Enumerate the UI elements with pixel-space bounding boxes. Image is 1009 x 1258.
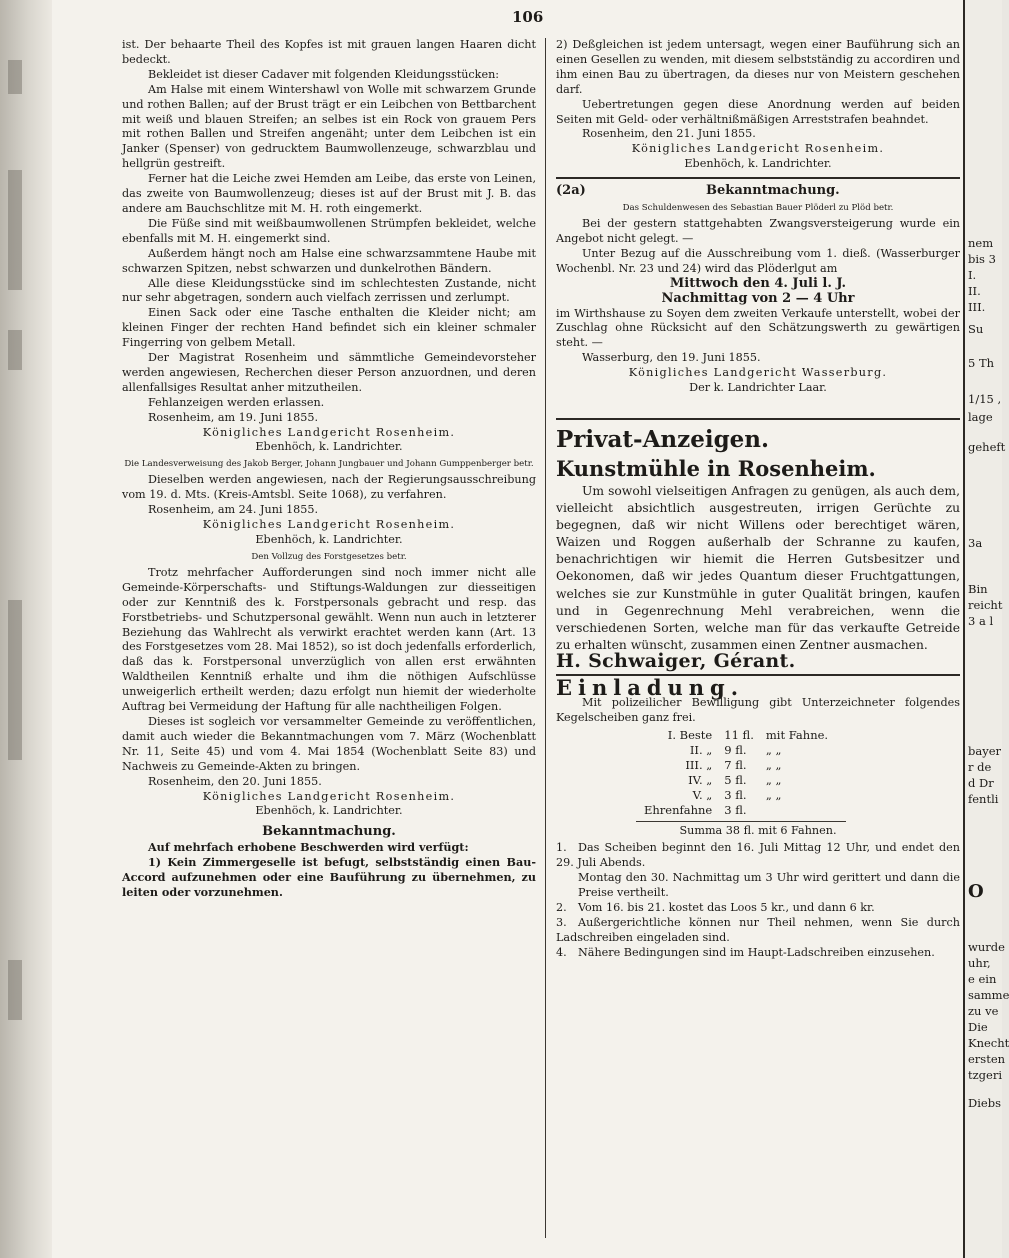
prize-note (760, 803, 834, 818)
prize-amount: 9 fl. (724, 742, 747, 757)
fragment-text: 3a (968, 536, 983, 550)
list-item: 1) Kein Zimmergeselle ist befugt, selbstständig einen Bau-Accord aufzunehmen oder eine Bauführung zu übernehmen, zu leiten oder vorzunehmen. (122, 855, 536, 899)
mill-ad-title: Kunstmühle in Rosenheim. (556, 455, 876, 481)
announcement-title: Bekanntmachung. (706, 183, 840, 199)
fragment-text: I. (968, 268, 977, 282)
prize-rank: II. „ (689, 742, 713, 757)
paragraph: Uebertretungen gegen diese Anordnung werden auf beiden Seiten mit Geld- oder verhältnißmäßigen Arreststrafen beahndet. (556, 97, 960, 126)
fragment-text: 3 a l (968, 614, 994, 628)
section-title: Bekanntmachung. (262, 824, 396, 840)
left-column (122, 38, 536, 900)
prize-table (638, 728, 834, 818)
list-item (556, 946, 960, 961)
date-line: Wasserburg, den 19. Juni 1855. (582, 351, 761, 365)
date-line: Rosenheim, den 20. Juni 1855. (148, 774, 322, 788)
list-item (556, 901, 960, 916)
paragraph: Bei der gestern stattgehabten Zwangsversteigerung wurde ein Angebot nicht gelegt. — (556, 217, 960, 245)
fragment-text: d Dr (968, 776, 994, 790)
fragment-text: Diebs (968, 1096, 1001, 1110)
list-number: 4. (556, 945, 567, 959)
paragraph: Fehlanzeigen werden erlassen. (148, 395, 325, 409)
list-number: 3. (556, 915, 567, 929)
date-line: Rosenheim, am 24. Juni 1855. (148, 503, 319, 517)
paragraph: Die Füße sind mit weißbaumwollenen Strümpfen bekleidet, welche ebenfalls mit M. H. eingemerkt sind. (122, 216, 536, 245)
mill-ad-body: Um sowohl vielseitigen Anfragen zu genügen, als auch dem, vielleicht absichtlich ausgestreuten, irrigen Gerüchte zu begegnen, daß wir nicht Willens oder berechtiget wären, Waizen und Roggen außerhalb der Schranne zu kaufen, benachrichtigen wir hiemit die Herren Gutsbesitzer und Oekonomen, daß wir jedes Quantum dieser Fruchtgattungen, welches sie zur Kunstmühle in guter Qualität bringen, kaufen und in Gegenrechnung Mehl verabreichen, wenn die verschiedenen Sorten, welche man für das verkaufte Getreide zu erhalten wünscht, zusammen einen Zentner ausmachen. (556, 483, 960, 652)
fragment-text: Su (968, 322, 984, 336)
list-text: Montag den 30. Nachmittag um 3 Uhr wird gerittert und dann die Preise vertheilt. (578, 871, 960, 900)
prize-rank: Ehrenfahne (644, 802, 713, 817)
fragment-text: 5 Th (968, 356, 995, 370)
judge-name: Ebenhöch, k. Landrichter. (255, 440, 403, 454)
prize-rank: I. Beste (667, 727, 713, 742)
prize-amount: 3 fl. (724, 787, 747, 802)
judge-name: Der k. Landrichter Laar. (689, 381, 827, 395)
paragraph: Bekleidet ist dieser Cadaver mit folgenden Kleidungsstücken: (148, 67, 500, 81)
judge-name: Ebenhöch, k. Landrichter. (684, 157, 832, 171)
page-binding-shadow (0, 0, 52, 1258)
fragment-text: II. (968, 284, 981, 298)
fragment-text: 1/15 , (968, 392, 1002, 406)
list-text: Nähere Bedingungen sind im Haupt-Ladschreiben einzusehen. (578, 945, 935, 959)
court-name: Königliches Landgericht Rosenheim. (202, 518, 456, 532)
binding-mark (8, 60, 22, 94)
fragment-text: e ein (968, 972, 997, 986)
court-name: Königliches Landgericht Rosenheim. (202, 789, 456, 803)
table-row (638, 728, 834, 743)
fragment-text: nem (968, 236, 994, 250)
prize-amount: 3 fl. (724, 802, 747, 817)
list-text: Vom 16. bis 21. kostet das Loos 5 kr., und dann 6 kr. (578, 901, 875, 915)
date-line: Rosenheim, am 19. Juni 1855. (148, 410, 319, 424)
list-text: Das Scheiben beginnt den 16. Juli Mittag 12 Uhr, und endet den 29. Juli Abends. (556, 841, 960, 870)
fragment-text: bis 3 (968, 252, 996, 266)
list-item: 2) Deßgleichen ist jedem untersagt, wegen einer Bauführung sich an einen Gesellen zu wenden, mit diesem selbstständig zu accordiren und ihm einen Bau zu übertragen, da dieses nur von Meistern geschehen darf. (556, 38, 960, 96)
fragment-text: lage (968, 410, 993, 424)
table-row (638, 758, 834, 773)
fragment-text: ersten (968, 1052, 1006, 1066)
section-rule (556, 177, 960, 179)
mill-ad-signature: H. Schwaiger, Gérant. (556, 649, 796, 672)
prize-note: „ „ (765, 742, 782, 757)
paragraph: Unter Bezug auf die Ausschreibung vom 1. dieß. (Wasserburger Wochenbl. Nr. 23 und 24) wird das Plöderlgut am (556, 246, 960, 275)
paragraph: ist. Der behaarte Theil des Kopfes ist mit grauen langen Haaren dicht bedeckt. (122, 38, 536, 66)
list-number: 2. (556, 901, 567, 915)
binding-mark (8, 600, 22, 760)
list-item (556, 871, 960, 901)
prize-rank: III. „ (685, 757, 713, 772)
sum-rule (636, 821, 846, 822)
fragment-text: uhr, (968, 956, 991, 970)
prize-amount: 7 fl. (724, 757, 747, 772)
paragraph: Auf mehrfach erhobene Beschwerden wird verfügt: (148, 840, 469, 855)
fragment-text: geheft (968, 440, 1006, 454)
auction-day: Mittwoch den 4. Juli l. J. (669, 275, 847, 291)
court-name: Königliches Landgericht Rosenheim. (202, 425, 456, 439)
prize-note: mit Fahne. (765, 727, 829, 742)
invitation-title: Einladung. (556, 674, 745, 700)
paragraph: Am Halse mit einem Wintershawl von Wolle mit schwarzem Grunde und rothen Ballen; auf der Brust trägt er ein Leibchen von Bettbarchent mit weiß und blauen Streifen; an selbes ist ein Rock von grauem Pers mit rothen Ballen und Streifen angenäht; unter dem Leibchen ist ein Janker (Spenser) von gedrucktem Baumwollenzeuge, schwarzblau und hellgrün gestreift. (122, 82, 536, 171)
table-row (638, 803, 834, 818)
fragment-text: zu ve (968, 1004, 999, 1018)
paragraph: Der Magistrat Rosenheim und sämmtliche Gemeindevorsteher werden angewiesen, Recherchen dieser Person anzuordnen, und deren allenfallsiges Resultat anher mitzutheilen. (122, 351, 536, 394)
prize-note: „ „ (765, 772, 782, 787)
fragment-text: bayer (968, 744, 1002, 758)
paragraph: Einen Sack oder eine Tasche enthalten die Kleider nicht; am kleinen Finger der rechten Hand befindet sich ein kleiner schmaler Fingerring von gelbem Metall. (122, 306, 536, 350)
paragraph: Ferner hat die Leiche zwei Hemden am Leibe, das erste von Leinen, das zweite von Baumwollenzeug; dieses ist auf der Brust mit J. B. das andere am Bauchschlitze mit M. H. roth eingemerkt. (122, 172, 536, 215)
judge-name: Ebenhöch, k. Landrichter. (255, 804, 403, 818)
table-row (638, 788, 834, 803)
auction-time: Nachmittag von 2 — 4 Uhr (661, 290, 855, 306)
fragment-text: III. (968, 300, 986, 314)
prize-rank: V. „ (692, 787, 713, 802)
court-name: Königliches Landgericht Wasserburg. (628, 366, 888, 380)
fragment-text: wurde (968, 940, 1005, 954)
column-divider (545, 38, 546, 1238)
court-name: Königliches Landgericht Rosenheim. (631, 142, 885, 156)
invitation-intro: Mit polizeilicher Bewilligung gibt Unterzeichneter folgendes Kegelscheiben ganz frei. (556, 695, 960, 724)
prize-note: „ „ (765, 787, 782, 802)
fragment-text: Bin (968, 582, 988, 596)
prize-sum: Summa 38 fl. mit 6 Fahnen. (679, 823, 837, 837)
section-rule (556, 418, 960, 420)
paragraph: Trotz mehrfacher Aufforderungen sind noch immer nicht alle Gemeinde-Körperschafts- und Stiftungs-Waldungen zur diesseitigen oder zur Kenntniß des k. Forstpersonals gebracht und resp. das Forstbetriebs- und Schutzpersonal gewählt. Wenn nun auch in letzterer Beziehung das Wahlrecht als verwirkt erachtet werden kann (Art. 13 des Forstgesetzes vom 28. Mai 1852), so ist doch jedenfalls erforderlich, daß das k. Forstpersonal unverzüglich von allen erst erwähnten Waldtheilen Kenntniß erhalte und ihm die nöthigen Aufschlüsse unweigerlich ertheilt werden; dazu erfolgt nun hiemit der wiederholte Auftrag bei Vermeidung der Haftung für alle nachtheiligen Folgen. (122, 565, 536, 714)
right-column (556, 38, 960, 961)
paragraph: Alle diese Kleidungsstücke sind im schlechtesten Zustande, nicht nur sehr abgetragen, sondern auch vielfach zerrissen und zerlumpt. (122, 276, 536, 305)
paragraph: im Wirthshause zu Soyen dem zweiten Verkaufe unterstellt, wobei der Zuschlag ohne Rücksicht auf den Schätzungswerth zu gewärtigen steht. — (556, 306, 960, 350)
rules-list (556, 841, 960, 960)
table-row (638, 773, 834, 788)
paragraph: Dieses ist sogleich vor versammelter Gemeinde zu veröffentlichen, damit auch wieder die Bekanntmachungen vom 7. März (Wochenblatt Nr. 11, Seite 45) und vom 4. Mai 1854 (Wochenblatt Seite 83) und Nachweis zu Gemeinde-Akten zu bringen. (122, 714, 536, 773)
list-text: Außergerichtliche können nur Theil nehmen, wenn Sie durch Ladschreiben eingeladen sind. (556, 915, 960, 944)
binding-mark (8, 960, 22, 1020)
judge-name: Ebenhöch, k. Landrichter. (255, 533, 403, 546)
table-row (638, 743, 834, 758)
list-item (556, 841, 960, 871)
adjacent-page-fragment (963, 0, 1009, 1258)
date-line: Rosenheim, den 21. Juni 1855. (582, 127, 756, 141)
fragment-text: samme (968, 988, 1009, 1002)
paragraph: Dieselben werden angewiesen, nach der Regierungsausschreibung vom 19. d. Mts. (Kreis-Amtsbl. Seite 1068), zu verfahren. (122, 473, 536, 502)
fragment-text: tzgeri (968, 1068, 1003, 1082)
fragment-text: O (968, 881, 984, 902)
fragment-text: Die (968, 1020, 988, 1034)
prize-note: „ „ (765, 757, 782, 772)
prize-rank: IV. „ (688, 772, 713, 787)
announcement-header (556, 184, 960, 199)
fragment-text: r de (968, 760, 992, 774)
fragment-text: reicht (968, 598, 1003, 612)
page-number: 106 (512, 8, 544, 26)
binding-mark (8, 330, 22, 370)
prize-amount: 11 fl. (724, 727, 754, 742)
list-item (556, 916, 960, 946)
paragraph: Außerdem hängt noch am Halse eine schwarzsammtene Haube mit schwarzen Spitzen, nebst schwarzen und dunkelrothen Bändern. (122, 246, 536, 275)
fragment-text: fentli (968, 792, 999, 806)
binding-mark (8, 170, 22, 290)
private-ads-heading: Privat-Anzeigen. (556, 425, 770, 453)
announcement-tag: (2a) (556, 183, 586, 199)
section-subject: Die Landesverweisung des Jakob Berger, Johann Jungbauer und Johann Gumppenberger betr. (124, 459, 534, 470)
section-subject: Den Vollzug des Forstgesetzes betr. (251, 551, 407, 562)
section-subject: Das Schuldenwesen des Sebastian Bauer Plöderl zu Plöd betr. (622, 203, 894, 214)
list-number: 1. (556, 841, 567, 855)
fragment-text: Knecht (968, 1036, 1009, 1050)
prize-amount: 5 fl. (724, 772, 747, 787)
